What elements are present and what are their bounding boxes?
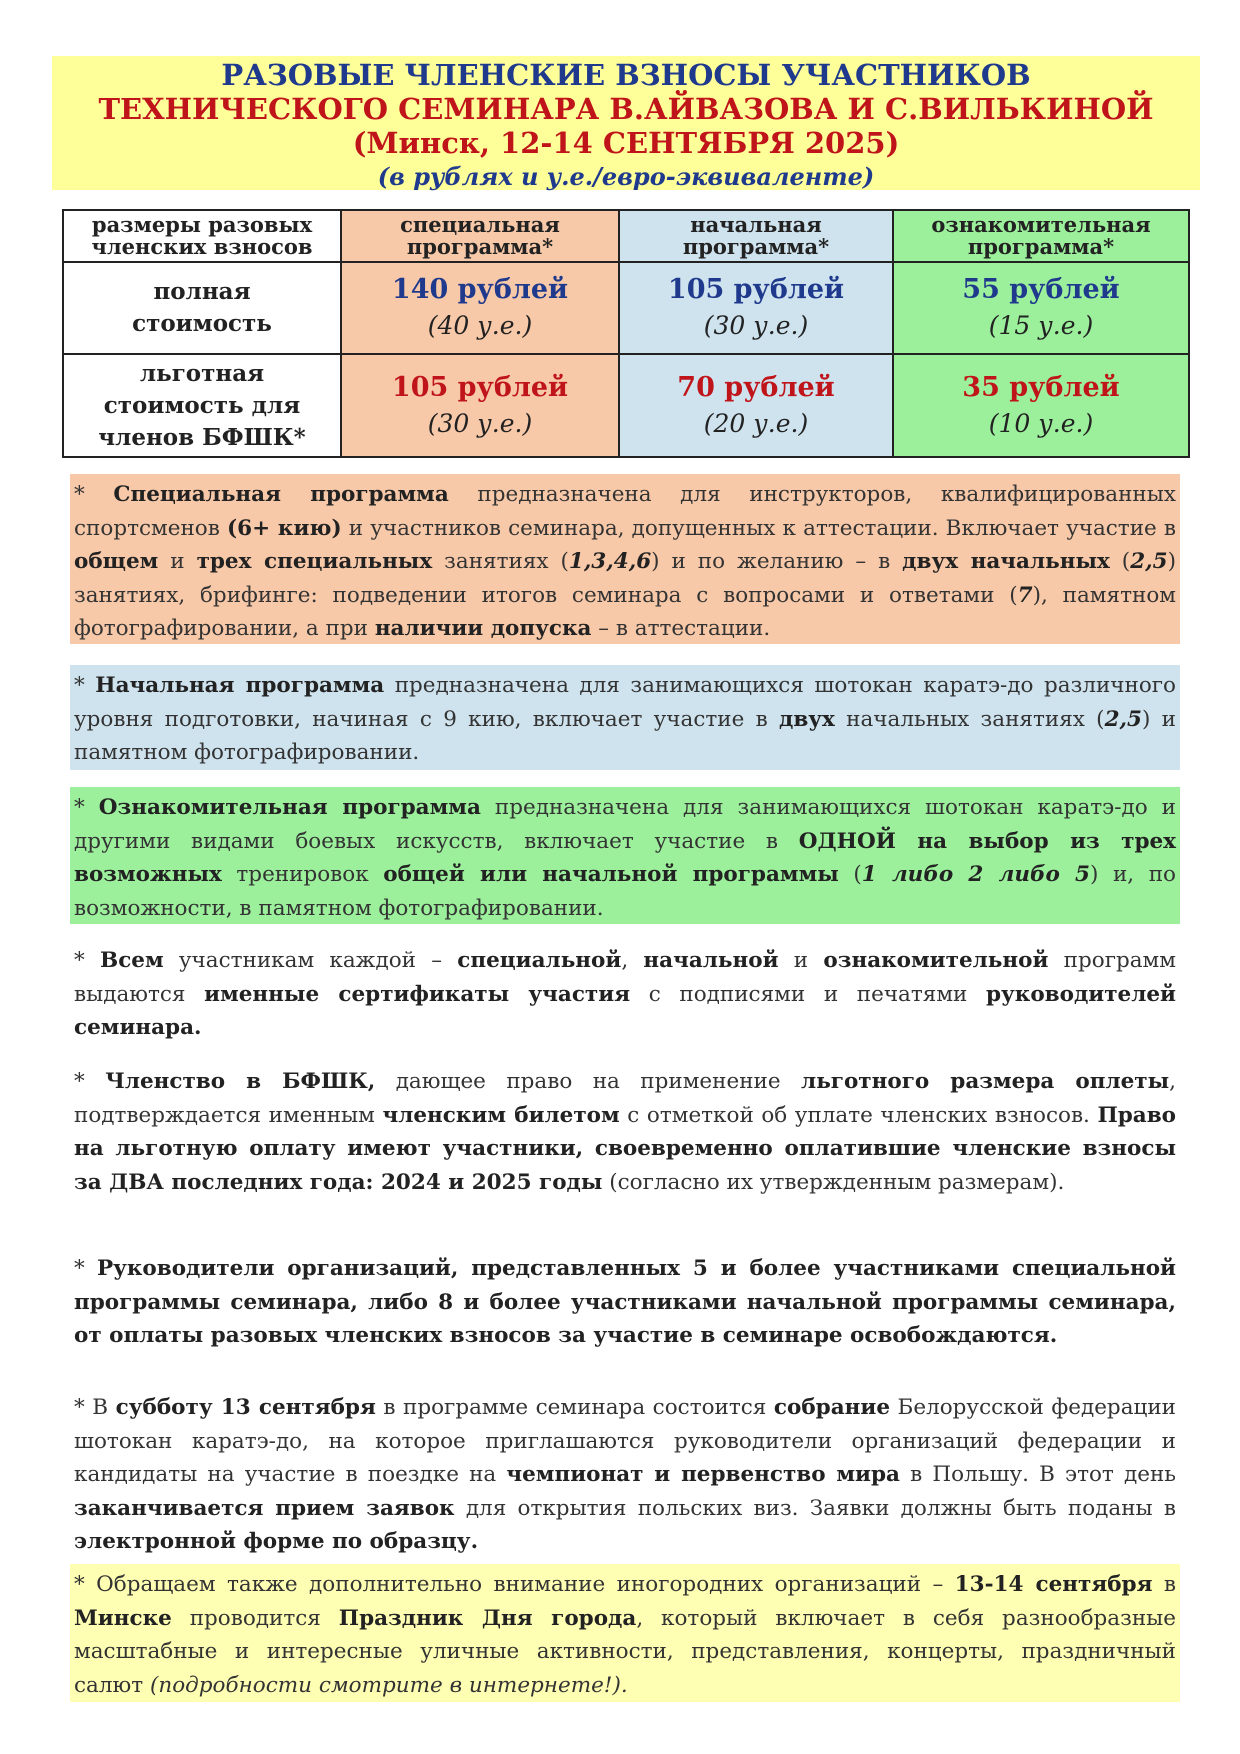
note-certificates: * Всем участникам каждой – специальной, начальной и ознакомительной программ выдаются именные сертификаты участия с подписями и печатями руководителей семинара. bbox=[74, 948, 1177, 1040]
cell-discount-special: 105 рублей (30 у.е.) bbox=[341, 354, 619, 457]
note-city-day: * Обращаем также дополнительно внимание иногородних организаций – 13-14 сентября в Минске проводится Праздник Дня города, который включает в себя разнообразные масштабные и интересные уличные активности, представления, концерты, праздничный салют (подробности смотрите в интернете!). bbox=[70, 1564, 1180, 1702]
row-label-full: полная стоимость bbox=[63, 262, 341, 354]
header-fee-size: размеры разовых членских взносов bbox=[63, 210, 341, 262]
note-leaders-exemption: * Руководители организаций, представленных 5 и более участниками специальной программы семинара, либо 8 и более участниками начальной программы семинара, от оплаты разовых членских взносов за участие в семинаре освобождаются. bbox=[74, 1256, 1177, 1348]
header-intro: ознакомительная программа* bbox=[893, 210, 1189, 262]
note-basic-program: * Начальная программа предназначена для занимающихся шотокан каратэ-до различного уровня подготовки, начиная с 9 кию, включает участие в двух начальных занятиях (2,5) и памятном фотографировании. bbox=[70, 665, 1180, 770]
table-row bbox=[63, 262, 1189, 354]
cell-full-special: 140 рублей (40 у.е.) bbox=[341, 262, 619, 354]
header-special: специальная программа* bbox=[341, 210, 619, 262]
header-basic: начальная программа* bbox=[619, 210, 893, 262]
note-intro-program: * Ознакомительная программа предназначена для занимающихся шотокан каратэ-до и другими видами боевых искусств, включает участие в ОДНОЙ на выбор из трех возможных тренировок общей или начальной программы (1 либо 2 либо 5) и, по возможности, в памятном фотографировании. bbox=[70, 787, 1180, 924]
title-line-3: (Минск, 12-14 СЕНТЯБРЯ 2025) bbox=[352, 126, 900, 160]
title-line-2: ТЕХНИЧЕСКОГО СЕМИНАРА В.АЙВАЗОВА И С.ВИЛЬКИНОЙ bbox=[98, 92, 1154, 126]
note-membership: * Членство в БФШК, дающее право на применение льготного размера оплеты, подтверждается именным членским билетом с отметкой об уплате членских взносов. Право на льготную оплату имеют участники, своевременно оплатившие членские взносы за ДВА последних года: 2024 и 2025 годы (согласно их утвержденным размерам). bbox=[74, 1069, 1177, 1195]
row-label-discount: льготная стоимость для членов БФШК* bbox=[63, 354, 341, 457]
fees-table bbox=[62, 209, 1190, 458]
cell-full-basic: 105 рублей (30 у.е.) bbox=[619, 262, 893, 354]
cell-full-intro: 55 рублей (15 у.е.) bbox=[893, 262, 1189, 354]
title-banner bbox=[52, 56, 1200, 190]
table-row bbox=[63, 354, 1189, 457]
cell-discount-intro: 35 рублей (10 у.е.) bbox=[893, 354, 1189, 457]
table-header-row bbox=[63, 210, 1189, 262]
note-federation-meeting: * В субботу 13 сентября в программе семинара состоится собрание Белорусской федерации шотокан каратэ-до, на которое приглашаются руководители организаций федерации и кандидаты на участие в поездке на чемпионат и первенство мира в Польшу. В этот день заканчивается прием заявок для открытия польских виз. Заявки должны быть поданы в электронной форме по образцу. bbox=[74, 1395, 1176, 1554]
title-line-1: РАЗОВЫЕ ЧЛЕНСКИЕ ВЗНОСЫ УЧАСТНИКОВ bbox=[221, 58, 1031, 92]
cell-discount-basic: 70 рублей (20 у.е.) bbox=[619, 354, 893, 457]
title-line-4: (в рублях и у.е./евро-эквиваленте) bbox=[377, 162, 875, 191]
note-special-program: * Специальная программа предназначена для инструкторов, квалифицированных спортсменов (6+ кию) и участников семинара, допущенных к аттестации. Включает участие в общем и трех специальных занятиях (1,3,4,6) и по желанию – в двух начальных (2,5) занятиях, брифинге: подведении итогов семинара с вопросами и ответами (7), памятном фотографировании, а при наличии допуска – в аттестации. bbox=[70, 474, 1180, 644]
